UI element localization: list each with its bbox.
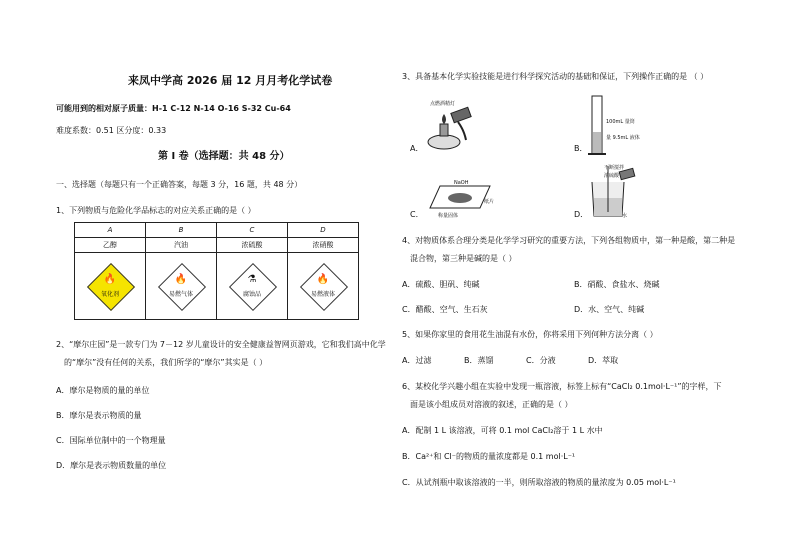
section-title: 第 I 卷（选择题：共 48 分） bbox=[158, 151, 290, 162]
q1-name-c: 浓硫酸 bbox=[217, 238, 288, 253]
q1-sign-cell-c bbox=[217, 253, 288, 320]
q1-name-d: 浓硝酸 bbox=[288, 238, 359, 253]
q1-sign-cell-b bbox=[146, 253, 217, 320]
atomic-masses: 可能用到的相对原子质量：H-1 C-12 N-14 O-16 S-32 Cu-64 bbox=[56, 104, 291, 113]
corrosive-sign bbox=[230, 264, 274, 308]
q2-line2: 的“摩尔”没有任何的关系，我们所学的“摩尔”其实是（ ） bbox=[64, 358, 268, 367]
q1-sign-c: 腐蚀品 bbox=[242, 291, 261, 298]
q1-header-c: C bbox=[217, 223, 288, 238]
q1-sign-b: 易燃气体 bbox=[168, 291, 193, 298]
lab-label-b2: 量 9.5mL 液体 bbox=[606, 135, 640, 141]
q3-stem: 3、具备基本化学实验技能是进行科学探究活动的基础和保证，下列操作正确的是 （ ） bbox=[402, 72, 709, 81]
q1-stem: 1、下列物质与危险化学品标志的对应关系正确的是（ ） bbox=[56, 206, 256, 215]
q1-sign-d: 易燃液体 bbox=[310, 291, 335, 298]
q2-line1: 2、“摩尔庄园”是一款专门为 7－12 岁儿童设计的安全健康益智网页游戏，它和我们高中化学 bbox=[56, 340, 386, 349]
q1-name-b: 汽油 bbox=[146, 238, 217, 253]
q6-option-c: C．从试剂瓶中取该溶液的一半，则所取溶液的物质的量浓度为 0.05 mol·L⁻¹ bbox=[402, 478, 676, 487]
q3-letter-b: B． bbox=[574, 144, 588, 153]
q3-letter-d: D． bbox=[574, 210, 589, 219]
alcohol-lamp-diagram bbox=[420, 100, 480, 152]
q1-header-b: B bbox=[146, 223, 217, 238]
q4-line1: 4、对物质体系合理分类是化学学习研究的重要方法，下列各组物质中，第一种是酸，第二种是 bbox=[402, 236, 736, 245]
q6-line1: 6、某校化学兴趣小组在实验中发现一瓶溶液，标签上标有“CaCl₂ 0.1mol·L⁻¹”的字样，下 bbox=[402, 382, 722, 391]
lab-label-c3: 称量固体 bbox=[438, 213, 459, 219]
q5-option-d: D．萃取 bbox=[588, 356, 619, 365]
q6-option-b: B．Ca²⁺和 Cl⁻的物质的量浓度都是 0.1 mol·L⁻¹ bbox=[402, 452, 576, 461]
q1-name-a: 乙醇 bbox=[75, 238, 146, 253]
q4-option-d: D．水、空气、纯碱 bbox=[574, 305, 645, 314]
q6-option-a: A．配制 1 L 该溶液，可将 0.1 mol CaCl₂溶于 1 L 水中 bbox=[402, 426, 603, 435]
q5-option-b: B．蒸馏 bbox=[464, 356, 494, 365]
q1-header-d: D bbox=[288, 223, 359, 238]
q5-option-c: C．分液 bbox=[526, 356, 556, 365]
q2-option-d: D．摩尔是表示物质数量的单位 bbox=[56, 461, 167, 470]
lab-label-c2: 纸片 bbox=[484, 199, 495, 205]
q5-stem: 5、如果你家里的食用花生油混有水份，你将采用下列何种方法分离（ ） bbox=[402, 330, 658, 339]
q2-option-c: C．国际单位制中的一个物理量 bbox=[56, 436, 166, 445]
lab-label-a: 点燃酒精灯 bbox=[430, 101, 456, 107]
lab-label-c1: NaOH bbox=[454, 180, 469, 186]
section-instruction: 一、选择题（每题只有一个正确答案，每题 3 分，16 题，共 48 分） bbox=[56, 180, 303, 189]
q4-option-a: A．硫酸、胆矾、纯碱 bbox=[402, 280, 480, 289]
q1-sign-cell-a bbox=[75, 253, 146, 320]
lab-label-b1: 100mL 量筒 bbox=[606, 119, 635, 125]
q3-letter-a: A． bbox=[410, 144, 424, 153]
lab-label-d1: 不断搅拌 bbox=[604, 165, 625, 171]
q3-letter-c: C． bbox=[410, 210, 424, 219]
q2-option-a: A．摩尔是物质的量的单位 bbox=[56, 386, 150, 395]
flame-icon: 🔥 bbox=[316, 274, 330, 285]
oxidizer-sign bbox=[88, 264, 132, 308]
q1-header-a: A bbox=[75, 223, 146, 238]
q6-line2: 面是该小组成员对溶液的叙述，正确的是（ ） bbox=[410, 400, 573, 409]
q2-option-b: B．摩尔是表示物质的量 bbox=[56, 411, 142, 420]
q5-option-a: A．过滤 bbox=[402, 356, 432, 365]
q4-option-b: B．硝酸、食盐水、烧碱 bbox=[574, 280, 660, 289]
lab-label-d3: 水 bbox=[622, 213, 628, 219]
graduated-cylinder-diagram bbox=[582, 94, 642, 160]
flame-icon: 🔥 bbox=[174, 274, 188, 285]
q4-option-c: C．醋酸、空气、生石灰 bbox=[402, 305, 488, 314]
difficulty-line: 难度系数：0.51 区分度：0.33 bbox=[56, 126, 167, 135]
flammable-liquid-sign bbox=[301, 264, 345, 308]
lab-label-d2: 浓硫酸 bbox=[604, 173, 620, 179]
flame-over-circle-icon: 🔥 bbox=[103, 274, 117, 285]
flammable-gas-sign bbox=[159, 264, 203, 308]
corrosion-icon: ⚗ bbox=[247, 274, 257, 285]
q4-line2: 混合物，第三种是碱的是（ ） bbox=[410, 254, 517, 263]
q1-sign-cell-d bbox=[288, 253, 359, 320]
q1-sign-a: 氧化剂 bbox=[100, 291, 119, 298]
q1-table bbox=[74, 222, 359, 320]
paper-title: 来凤中学高 2026 届 12 月月考化学试卷 bbox=[128, 74, 333, 87]
